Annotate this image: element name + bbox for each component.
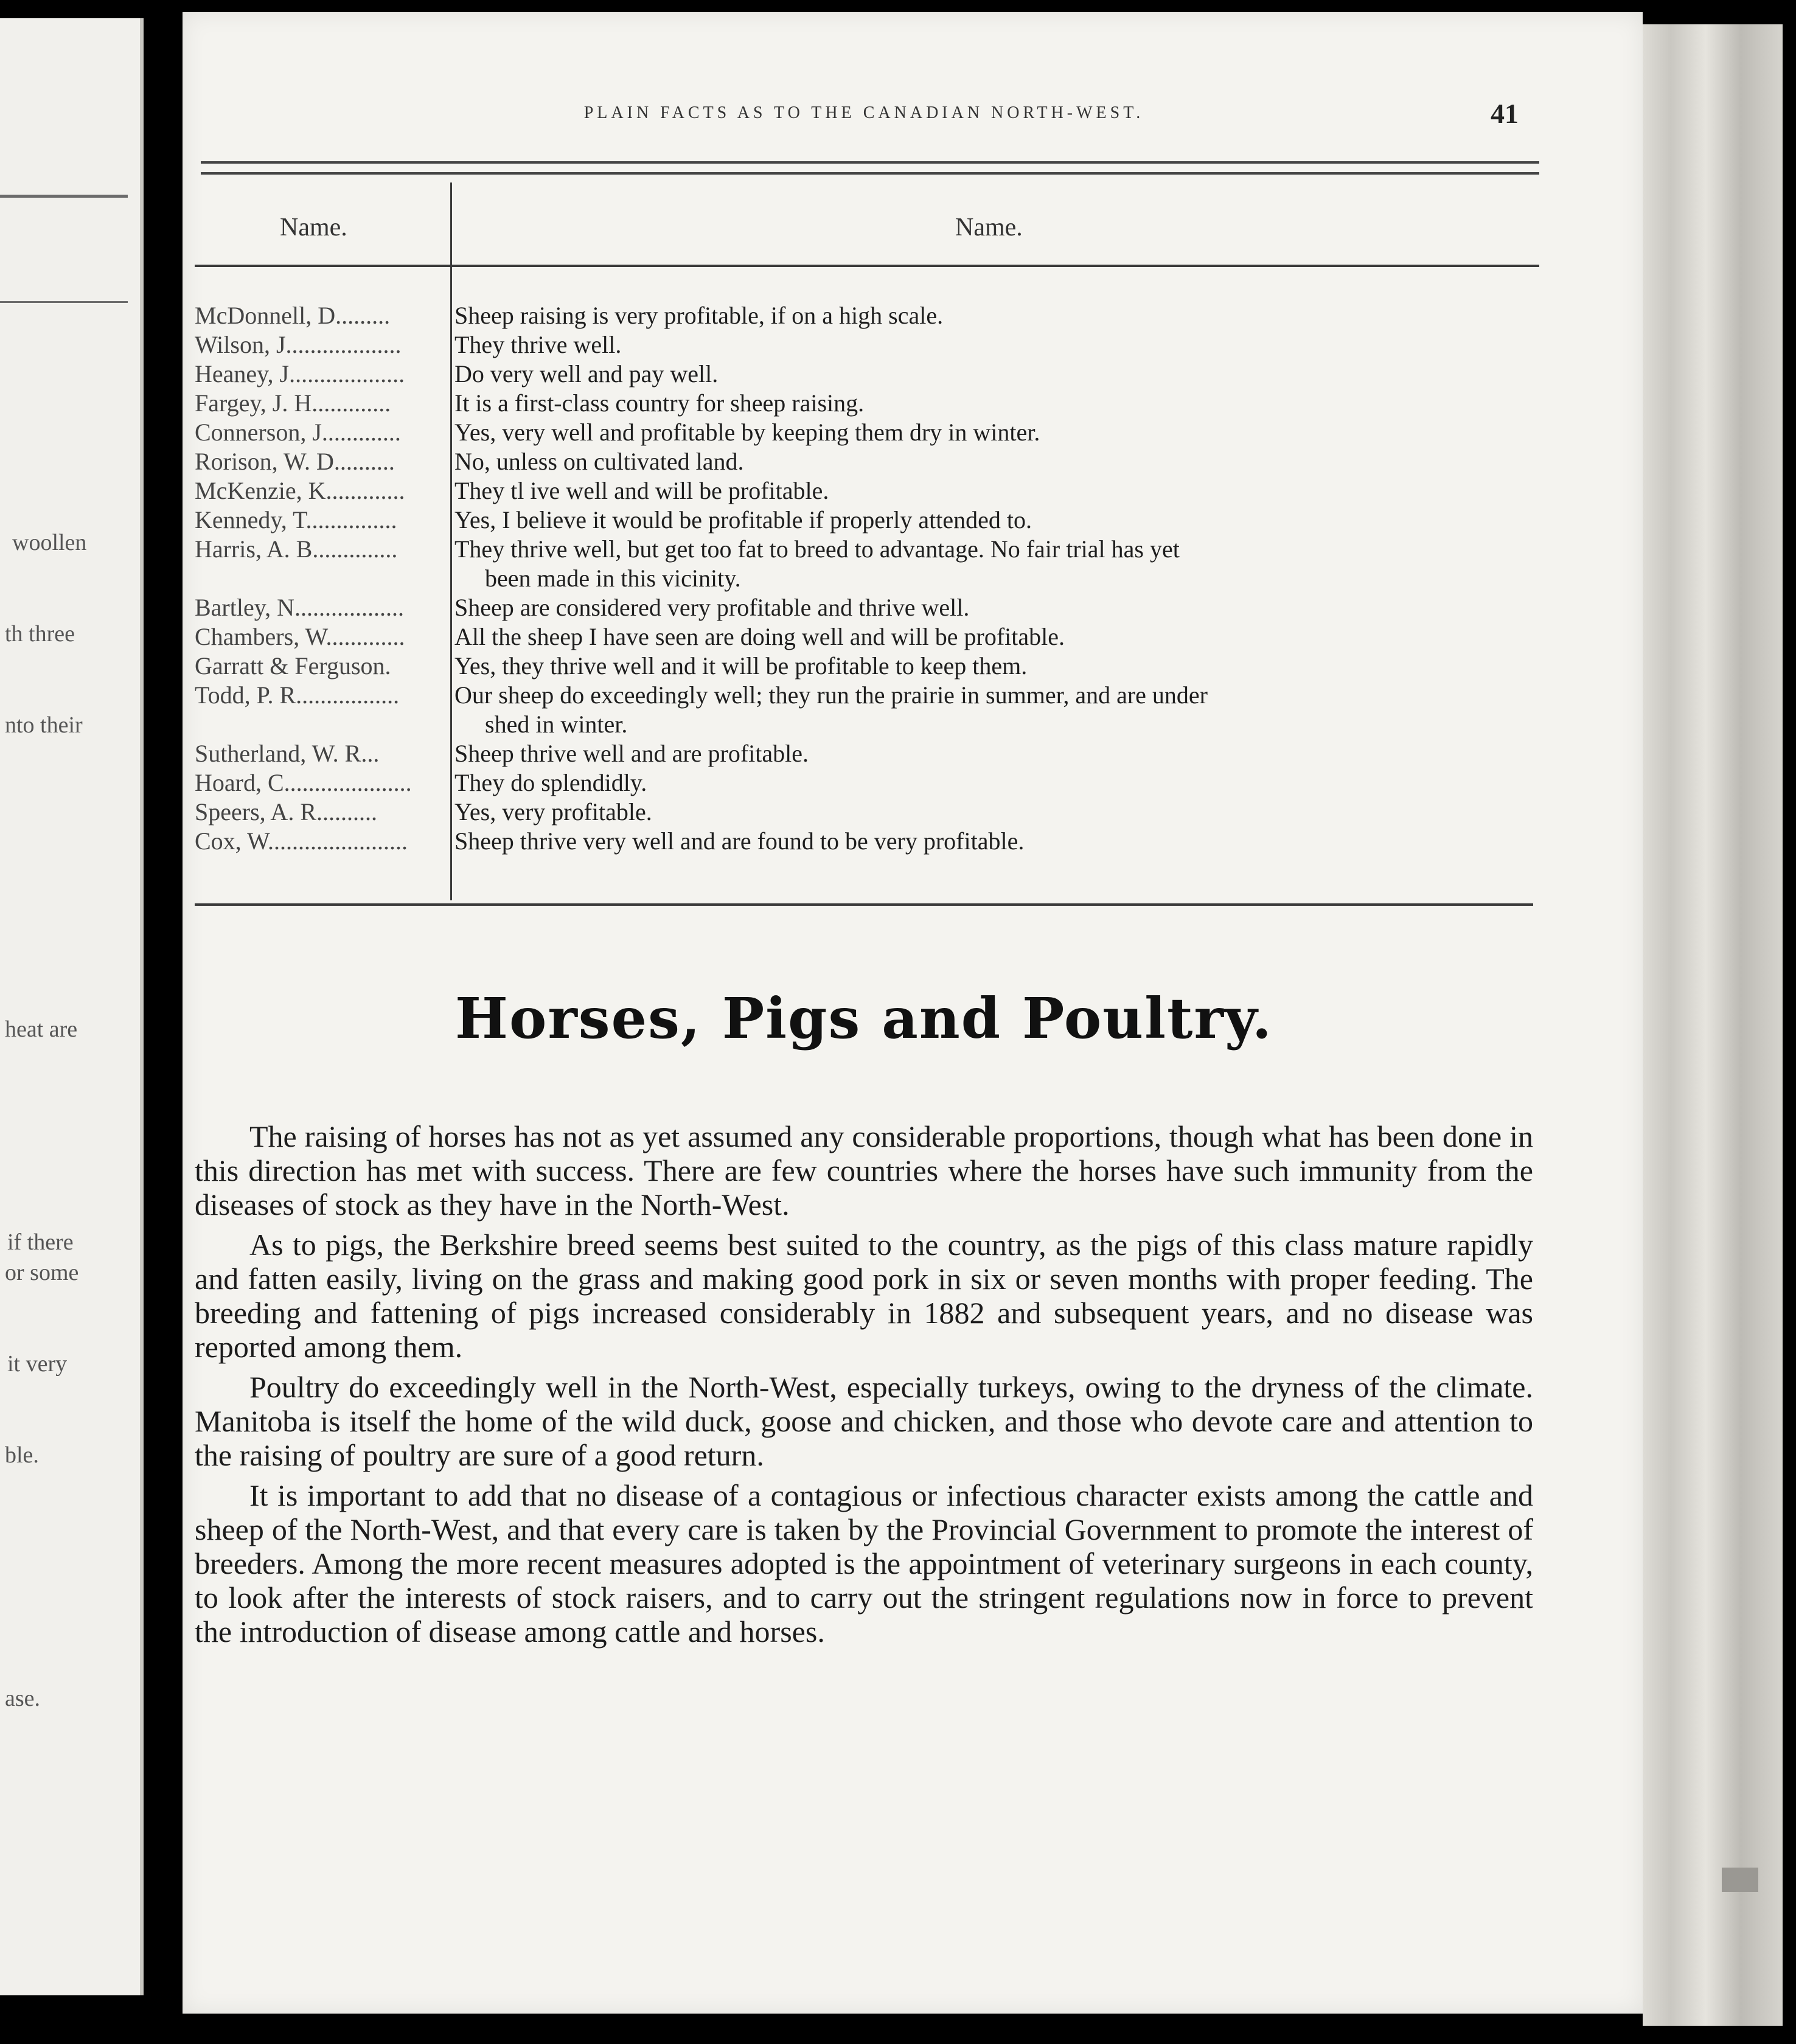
respondent-answer	[447, 360, 1539, 389]
table-row	[195, 301, 1539, 330]
table-row	[195, 330, 1539, 360]
respondent-answer	[447, 681, 1539, 739]
respondent-name: Harris, A. B..............	[195, 535, 398, 563]
answer-text: Sheep thrive very well and are found to be very profitable.	[454, 827, 1025, 855]
respondent-name: Speers, A. R..........	[195, 798, 377, 826]
respondent-answer	[447, 739, 1539, 768]
paragraph: The raising of horses has not as yet assumed any considerable proportions, though what has been done in this direction has met with success. There are few countries where the horses have such immunity from the diseases of stock as they have in the North-West.	[195, 1119, 1533, 1222]
book-page	[183, 12, 1643, 2014]
answer-text: It is a first-class country for sheep raising.	[454, 389, 865, 417]
answer-column-header: Name.	[955, 214, 1023, 242]
respondent-name: McDonnell, D.........	[195, 302, 391, 329]
answer-text: Our sheep do exceedingly well; they run the prairie in summer, and are under	[454, 681, 1208, 709]
header-double-rule	[201, 161, 1539, 175]
respondent-name: Sutherland, W. R...	[195, 740, 380, 767]
respondent-name: Todd, P. R.................	[195, 681, 400, 709]
section-body	[195, 1119, 1533, 1655]
respondent-answer	[447, 418, 1539, 447]
respondent-name: Heaney, J...................	[195, 360, 405, 388]
respondent-name: Chambers, W.............	[195, 623, 405, 650]
running-head: PLAIN FACTS AS TO THE CANADIAN NORTH-WEST.	[583, 103, 1144, 122]
respondent-name: Bartley, N..................	[195, 594, 405, 621]
left-page-fragment: nto their	[5, 712, 83, 738]
table-row	[195, 827, 1539, 856]
answer-text: Sheep thrive well and are profitable.	[454, 740, 809, 767]
table-row	[195, 389, 1539, 418]
table-row	[195, 360, 1539, 389]
respondent-answer	[447, 798, 1539, 827]
respondent-answer	[447, 622, 1539, 652]
section-title: Horses, Pigs and Poultry.	[455, 985, 1273, 1051]
respondent-name: McKenzie, K.............	[195, 477, 405, 504]
survey-table	[195, 182, 1539, 912]
answer-text: All the sheep I have seen are doing well and will be profitable.	[454, 623, 1065, 650]
table-row	[195, 506, 1539, 535]
table-body	[195, 301, 1539, 856]
table-bottom-rule	[195, 903, 1533, 906]
left-page-fragment: it very	[7, 1351, 68, 1377]
answer-text: Yes, I believe it would be profitable if properly attended to.	[454, 506, 1032, 534]
respondent-answer	[447, 301, 1539, 330]
book-edge	[1643, 24, 1783, 2026]
table-row	[195, 535, 1539, 593]
left-facing-page	[0, 18, 144, 1995]
left-page-fragment: if there	[7, 1229, 74, 1255]
respondent-name: Rorison, W. D..........	[195, 448, 395, 475]
respondent-answer	[447, 593, 1539, 622]
respondent-answer	[447, 506, 1539, 535]
paragraph: As to pigs, the Berkshire breed seems best suited to the country, as the pigs of this class mature rapidly and fatten easily, living on the grass and making good pork in six or seven months with proper feeding. The breeding and fattening of pigs increased considerably in 1882 and subsequent years, and no disease was reported among them.	[195, 1228, 1533, 1364]
respondent-name: Garratt & Ferguson.	[195, 652, 391, 680]
respondent-name: Connerson, J.............	[195, 419, 401, 446]
header-rule	[195, 265, 1539, 267]
paragraph: Poultry do exceedingly well in the North-West, especially turkeys, owing to the dryness of the climate. Manitoba is itself the home of the wild duck, goose and chicken, and those who devote care and attention to the raising of poultry are sure of a good return.	[195, 1370, 1533, 1472]
left-page-fragment: ase.	[5, 1686, 41, 1711]
table-row	[195, 476, 1539, 506]
left-page-rule	[0, 195, 128, 198]
left-page-fragment: heat are	[5, 1017, 78, 1042]
answer-text: Sheep are considered very profitable and thrive well.	[454, 594, 970, 621]
table-row	[195, 447, 1539, 476]
respondent-name: Kennedy, T...............	[195, 506, 397, 534]
answer-text: Yes, they thrive well and it will be profitable to keep them.	[454, 652, 1028, 680]
edge-mark	[1722, 1868, 1758, 1892]
table-row	[195, 652, 1539, 681]
respondent-answer	[447, 447, 1539, 476]
left-page-fragment: th three	[5, 621, 75, 647]
table-row	[195, 739, 1539, 768]
answer-text: Do very well and pay well.	[454, 360, 719, 388]
respondent-answer	[447, 330, 1539, 360]
page-number: 41	[1491, 98, 1519, 129]
answer-text: No, unless on cultivated land.	[454, 448, 744, 475]
left-page-rule	[0, 301, 128, 303]
respondent-answer	[447, 535, 1539, 593]
left-page-fragment: or some	[5, 1260, 79, 1285]
answer-text: They thrive well.	[454, 331, 622, 358]
table-row	[195, 798, 1539, 827]
respondent-name: Hoard, C.....................	[195, 769, 412, 796]
respondent-answer	[447, 389, 1539, 418]
answer-text: They do splendidly.	[454, 769, 647, 796]
answer-text: Yes, very well and profitable by keeping them dry in winter.	[454, 419, 1040, 446]
respondent-answer	[447, 476, 1539, 506]
answer-continuation: been made in this vicinity.	[485, 565, 741, 592]
table-row	[195, 768, 1539, 798]
respondent-answer	[447, 652, 1539, 681]
respondent-name: Wilson, J...................	[195, 331, 402, 358]
table-row	[195, 681, 1539, 739]
table-row	[195, 622, 1539, 652]
table-row	[195, 418, 1539, 447]
respondent-answer	[447, 827, 1539, 856]
answer-text: Yes, very profitable.	[454, 798, 652, 826]
answer-text: Sheep raising is very profitable, if on a high scale.	[454, 302, 944, 329]
respondent-answer	[447, 768, 1539, 798]
name-column-header: Name.	[280, 214, 347, 242]
left-page-fragment: ble.	[5, 1442, 39, 1468]
respondent-name: Cox, W.......................	[195, 827, 408, 855]
respondent-name: Fargey, J. H.............	[195, 389, 391, 417]
answer-text: They thrive well, but get too fat to breed to advantage. No fair trial has yet	[454, 535, 1180, 563]
answer-continuation: shed in winter.	[485, 711, 628, 738]
paragraph: It is important to add that no disease of a contagious or infectious character exists among the cattle and sheep of the North-West, and that every care is taken by the Provincial Government to promote the interest of breeders. Among the more recent measures adopted is the appointment of veterinary surgeons in each county, to look after the interests of stock raisers, and to carry out the stringent regulations now in force to prevent the introduction of disease among cattle and horses.	[195, 1478, 1533, 1649]
left-page-fragment: woollen	[12, 530, 87, 555]
table-row	[195, 593, 1539, 622]
answer-text: They tl ive well and will be profitable.	[454, 477, 829, 504]
